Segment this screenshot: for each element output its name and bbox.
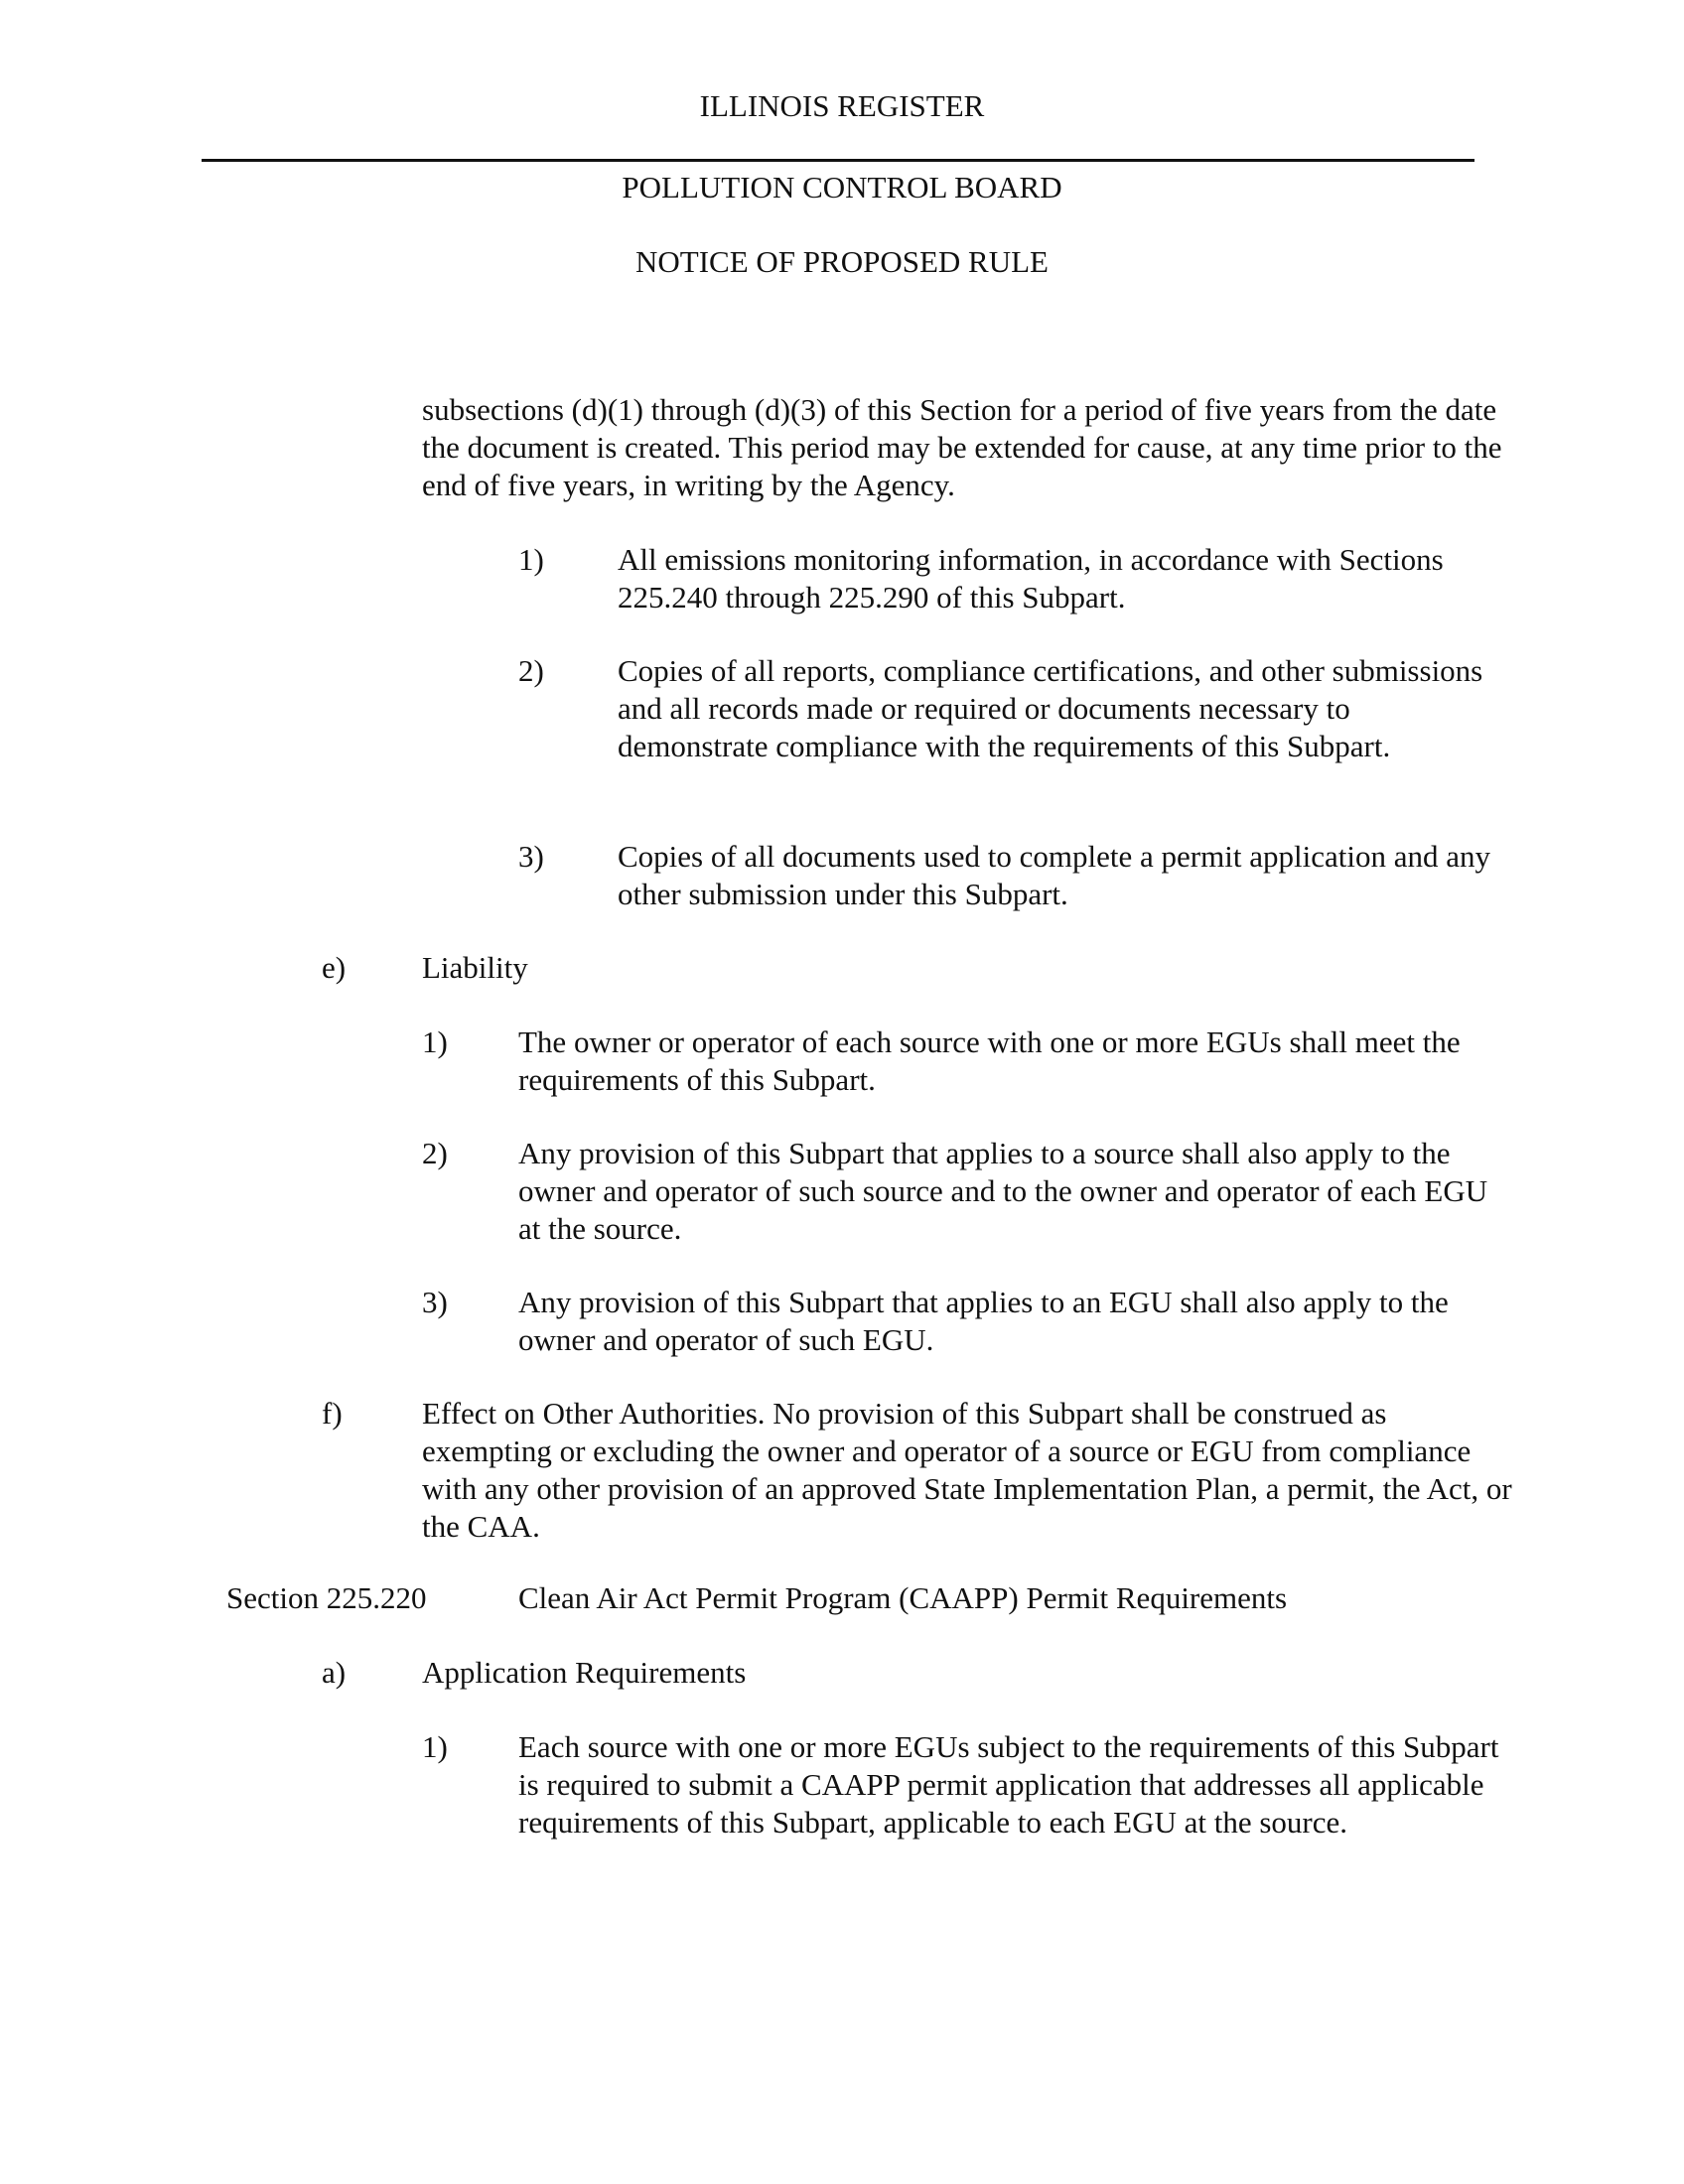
a-title: Application Requirements bbox=[422, 1655, 747, 1690]
d-item-1-number: 1) bbox=[518, 542, 544, 577]
e-item-3-text: Any provision of this Subpart that applies to an EGU shall also apply to the owner and operator of such EGU. bbox=[518, 1285, 1449, 1357]
e-label: e) bbox=[322, 950, 347, 985]
section-number: Section 225.220 bbox=[226, 1580, 427, 1615]
a-item-1-text: Each source with one or more EGUs subject to the requirements of this Subpart is required to submit a CAAPP permit application that addresses all applicable requirements of this Subpart, applicable to each EGU at the source. bbox=[518, 1729, 1499, 1840]
e-title: Liability bbox=[422, 950, 528, 985]
e-item-2-number: 2) bbox=[422, 1136, 448, 1170]
section-title: Clean Air Act Permit Program (CAAPP) Permit Requirements bbox=[518, 1580, 1288, 1615]
f-text: Effect on Other Authorities. No provision of this Subpart shall be construed as exempting or excluding the owner and operator of a source or EGU from compliance with any other provision of an approved State Implementation Plan, a permit, the Act, or the CAA. bbox=[422, 1396, 1512, 1544]
e-item-2-text: Any provision of this Subpart that applies to a source shall also apply to the owner and operator of such source and to the owner and operator of each EGU at the source. bbox=[518, 1136, 1488, 1246]
d-item-2-text: Copies of all reports, compliance certifications, and other submissions and all records made or required or documents necessary to demonstrate compliance with the requirements of this Subpart. bbox=[618, 653, 1483, 763]
d-item-2-number: 2) bbox=[518, 653, 544, 688]
header-rule bbox=[202, 159, 1474, 162]
notice-title: NOTICE OF PROPOSED RULE bbox=[635, 244, 1049, 279]
e-item-1-text: The owner or operator of each source with one or more EGUs shall meet the requirements of this Subpart. bbox=[518, 1024, 1461, 1097]
board-title: POLLUTION CONTROL BOARD bbox=[622, 170, 1062, 205]
register-title: ILLINOIS REGISTER bbox=[699, 88, 985, 123]
a-label: a) bbox=[322, 1655, 347, 1690]
d-item-1-text: All emissions monitoring information, in accordance with Sections 225.240 through 225.290 of this Subpart. bbox=[618, 542, 1444, 614]
f-label: f) bbox=[322, 1396, 343, 1431]
e-item-3-number: 3) bbox=[422, 1285, 448, 1319]
e-item-1-number: 1) bbox=[422, 1024, 448, 1059]
intro-paragraph: subsections (d)(1) through (d)(3) of this Section for a period of five years from the date the document is created. This period may be extended for cause, at any time prior to the end of five years, in writing by the Agency. bbox=[422, 392, 1502, 502]
d-item-3-number: 3) bbox=[518, 839, 544, 874]
a-item-1-number: 1) bbox=[422, 1729, 448, 1764]
d-item-3-text: Copies of all documents used to complete a permit application and any other submission under this Subpart. bbox=[618, 839, 1490, 911]
